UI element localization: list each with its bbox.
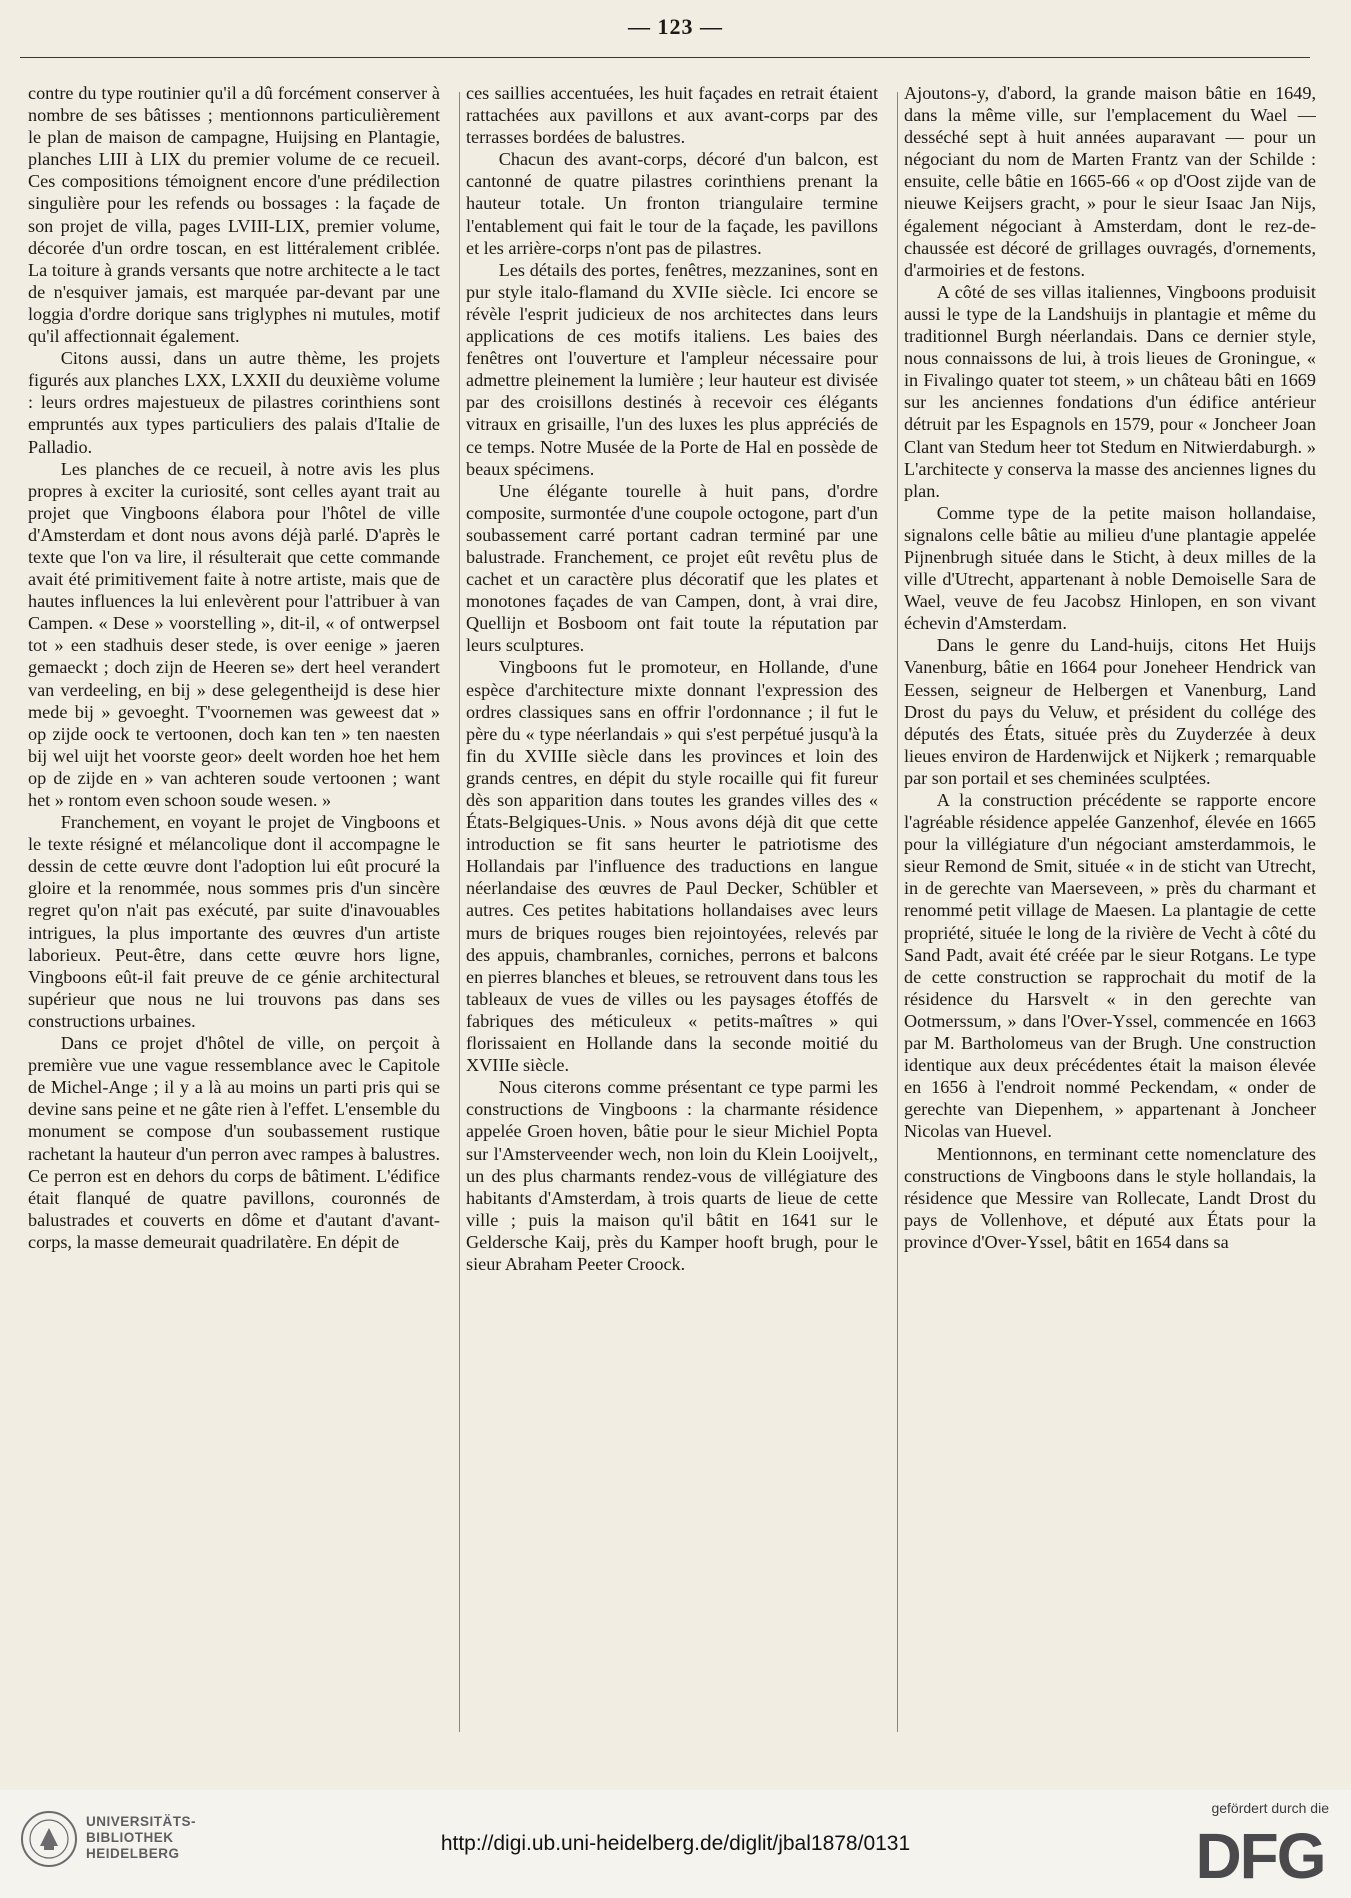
paragraph: contre du type routinier qu'il a dû forcément conserver à nombre de ses bâtisses ; mentionnons particulièrement le plan de maison de campagne, Huijsing en Plantagie, planches LIII à LIX du premier volume de ce recueil. Ces compositions témoignent encore d'une prédilection singulière pour les refends ou bossages : la façade de son projet de villa, pages LVIII-LIX, premier volume, décorée d'un ordre toscan, en est littéralement criblée. La toiture à grands versants que notre architecte a le tact de n'esquiver jamais, est marquée par-devant par une loggia d'ordre dorique sans triglyphes ni mutules, motif qu'il affectionnait également. [28,83,440,347]
paragraph: Les planches de ce recueil, à notre avis les plus propres à exciter la curiosité, sont celles ayant trait au projet que Vingboons élabora pour l'hôtel de ville d'Amsterdam et dont nous avons déjà parlé. D'après le texte que l'on va lire, il résulterait que cette commande avait été primitivement faite à notre artiste, mais que de hautes influences la lui enlevèrent pour l'attribuer à van Campen. « Dese » voorstelling », dit-il, « of ontwerpsel tot » een stadhuis deser stede, is over eenige » jaeren gemaeckt ; doch zijn de Heeren se» dert heel verandert van verdeeling, en bij » dese gelegentheijd is dese hier mede bij » gevoeght. T'voornemen was geweest dat » op zijde oock te vertoonen, doch kan ten » ten naesten bij wel uijt het voorste geor» deelt worden hoe het hem op de zijde en » van achteren soude vertoonen ; want het » rontom even schoon soude wesen. » [28,458,440,810]
paragraph: Vingboons fut le promoteur, en Hollande, d'une espèce d'architecture mixte donnant l'expression des ordres classiques sans en offrir l'ordonnance ; il fut le père du « type néerlandais » qui s'est perpétué jusqu'à la fin du XVIIIe siècle dans les provinces et loin des grands centres, en dépit du style rocaille qui fit fureur dès son apparition dans toutes les grandes villes des « États-Belgiques-Unis. » Nous avons déjà dit que cette introduction se fit sans heurter le patriotisme des Hollandais par l'influence des traductions en langue néerlandaise des œuvres de Paul Decker, Schübler et autres. Ces petites habitations hollandaises avec leurs murs de briques rouges bien rejointoyées, relevés par des appuis, chambranles, corniches, perrons et balcons en pierres blanches et bleues, se retrouvent dans tous les tableaux de vues de villes ou les paysages étoffés de fabriques des méticuleux « petits-maîtres » qui florissaient en Hollande dans la seconde moitié du XVIIIe siècle. [466,657,878,1076]
paragraph: Nous citerons comme présentant ce type parmi les constructions de Vingboons : la charmante résidence appelée Groen hoven, bâtie pour le sieur Michiel Popta sur l'Amsterveender wech, non loin du Klein Looijvelt,, un des plus charmants rendez-vous de villégiature des habitants d'Amsterdam, à trois quarts de lieue de cette ville ; puis la maison qu'il bâtit en 1641 sur le Geldersche Kaij, près du Kamper hooft brugh, pour le sieur Abraham Peeter Croock. [466,1077,878,1274]
text-column-1 [28,82,440,1762]
dfg-logo-text: DFG [1195,1820,1325,1886]
paragraph: Dans le genre du Land-huijs, citons Het Huijs Vanenburg, bâtie en 1664 pour Joneheer Hendrick van Eessen, seigneur de Helbergen et Vanenburg, Land Drost du pays du Veluw, et président du collége des députés des États, située près du Zuyderzée à deux lieues environ de Hardenwijck et Nijkerk ; remarquable par son portail et ses cheminées sculptées. [904,635,1316,788]
paragraph: Franchement, en voyant le projet de Vingboons et le texte résigné et mélancolique dont il accompagne le dessin de cette œuvre dont l'adoption lui eût procuré la gloire et la renommée, nous sommes pris d'un sincère regret qu'on n'ait pas exécuté, par suite d'inavouables intrigues, la plus importante des œuvres d'un artiste laborieux. Peut-être, dans cette œuvre hors ligne, Vingboons eût-il fait preuve de ce génie architectural supérieur que nous ne lui trouvons pas dans ses constructions urbaines. [28,812,440,1031]
header-rule [20,57,1310,58]
paragraph: A côté de ses villas italiennes, Vingboons produisit aussi le type de la Landshuijs in plantagie et même du traditionnel Burgh néerlandais. Dans ce dernier style, nous connaissons de lui, à trois lieues de Groningue, « in Fivalingo quater tot steem, » un château bâti en 1669 sur les anciennes fondations d'un édifice antérieur détruit par les Espagnols en 1579, pour « Joncheer Joan Clant van Stedum heer tot Stedum en Nitwierdaburgh. » L'architecte y conserva la masse des anciennes lignes du plan. [904,281,1316,501]
page-number: — 123 — [628,14,723,39]
paragraph: Ajoutons-y, d'abord, la grande maison bâtie en 1649, dans la même ville, sur l'emplacement du Wael — desséché sept à huit années auparavant — pour un négociant du nom de Marten Frantz van der Schilde : ensuite, celle bâtie en 1665-66 « op d'Oost zijde van de nieuwe Keijsers gracht, » pour le sieur Isaac Jan Nijs, également négociant à Amsterdam, dont le rez-de-chaussée est décoré de grillages ouvragés, d'ornements, d'armoiries et de festons. [904,83,1316,280]
text-column-2 [466,82,878,1762]
paragraph: Une élégante tourelle à huit pans, d'ordre composite, surmontée d'une coupole octogone, part d'un soubassement carré portant cadran terminé par une balustrade. Franchement, ce projet eût revêtu plus de cachet et un caractère plus décoratif que les plates et monotones façades de van Campen, dont, à vrai dire, Quellijn et Bosboom ont fait toute la réputation par leurs sculptures. [466,480,878,656]
footer-bar [0,1790,1351,1898]
paragraph: Dans ce projet d'hôtel de ville, on perçoit à première vue une vague ressemblance avec le Capitole de Michel-Ange ; il y a là au moins un parti pris qui se devine sans peine et ne gâte rien à l'effet. L'ensemble du monument se compose d'un soubassement rustique rachetant la hauteur d'un perron avec rampes à balustres. Ce perron est en dehors du corps de bâtiment. L'édifice était flanqué de quatre pavillons, couronnés de balustrades et couverts en dôme et d'autant d'avant-corps, la masse demeurait quadrilatère. En dépit de [28,1033,440,1252]
paragraph: Chacun des avant-corps, décoré d'un balcon, est cantonné de quatre pilastres corinthiens prenant la hauteur totale. Un fronton triangulaire termine l'entablement qui fait le tour de la façade, les pavillons et les arrière-corps n'ont pas de pilastres. [466,149,878,258]
paragraph: Comme type de la petite maison hollandaise, signalons celle bâtie au milieu d'une plantagie appelée Pijnenbrugh située dans le Sticht, à deux milles de la ville d'Utrecht, appartenant à noble Demoiselle Sara de Wael, veuve de feu Jacobsz Hinlopen, en son vivant échevin d'Amsterdam. [904,502,1316,634]
paragraph: A la construction précédente se rapporte encore l'agréable résidence appelée Ganzenhof, élevée en 1665 pour la villégiature d'un négociant amsterdammois, le sieur Remond de Smit, située « in de sticht van Utrecht, in de gerechte van Maerseveen, » près du charmant et renommé petit village de Maesen. La plantagie de cette propriété, située le long de la rivière de Vecht à côté du Sand Padt, avait été créée par le sieur Rotgans. Le type de cette construction se rapprochait du motif de la résidence du Harsvelt « in den gerechte van Ootmerssum, » dans l'Over-Yssel, commencée en 1663 par M. Bartholomeus van der Brugh. Une construction identique aux deux précédentes était la maison élevée en 1656 à l'endroit nommé Peckendam, « onder de gerechte van Diepenhem, » appartenant à Joncheer Nicolas van Huevel. [904,790,1316,1142]
paragraph: Les détails des portes, fenêtres, mezzanines, sont en pur style italo-flamand du XVIIe siècle. Ici encore se révèle l'esprit judicieux de nos architectes dans leurs applications de ces motifs italiens. Les baies des fenêtres ont l'ouverture et l'ampleur nécessaire pour admettre pleinement la lumière ; leur hauteur est divisée par des croisillons destinés à recevoir ces élégants vitraux en grisaille, l'un des luxes les plus appréciés de ce temps. Notre Musée de la Porte de Hal en possède de beaux spécimens. [466,259,878,479]
institution-line: BIBLIOTHEK [86,1830,174,1845]
dfg-logo [1191,1820,1329,1886]
text-column-3 [904,82,1316,1762]
text-columns [28,82,1318,1762]
institution-line: UNIVERSITÄTS- [86,1814,197,1829]
paragraph: ces saillies accentuées, les huit façades en retrait étaient rattachées aux pavillons et aux avant-corps par des terrasses bordées de balustres. [466,83,878,148]
institution-line: HEIDELBERG [86,1846,180,1861]
funded-by-label: gefördert durch die [1211,1800,1329,1816]
source-url-link[interactable]: http://digi.ub.uni-heidelberg.de/diglit/jbal1878/0131 [440,1832,911,1855]
paragraph: Mentionnons, en terminant cette nomenclature des constructions de Vingboons dans le style hollandais, la résidence que Messire van Rollecate, Landt Drost du pays de Vollenhove, et député aux États pour la province d'Over-Yssel, bâtit en 1654 dans sa [904,1143,1316,1252]
paragraph: Citons aussi, dans un autre thème, les projets figurés aux planches LXX, LXXII du deuxième volume : leurs ordres majestueux de pilastres corinthiens sont empruntés aux types particuliers des palais d'Italie de Palladio. [28,348,440,457]
